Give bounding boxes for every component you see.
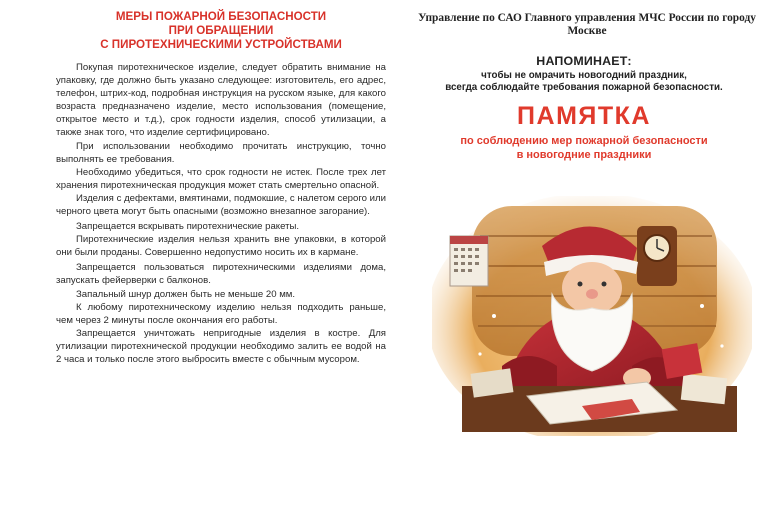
ded-moroz-illustration — [432, 196, 752, 436]
left-title — [56, 10, 386, 52]
calendar-icon — [450, 236, 488, 286]
reminds-heading: НАПОМИНАЕТ: — [536, 54, 632, 68]
safety-rules — [56, 62, 386, 367]
memo-subtitle-line: по соблюдению мер пожарной безопасности — [460, 135, 708, 147]
right-column — [400, 12, 768, 162]
left-column — [56, 10, 386, 367]
rule-paragraph: Покупая пиротехническое изделие, следует обратить внимание на упаковку, где должно быть указано следующее: изготовитель, его адрес, телефон, штрих-код, подробная инструкция на русском языке, для какого возраста предназначено изделие, место использования (помещение, открытое место и т.д.), срок годности изделия, способ утилизации, а также знак того, что изделие сертифицировано. — [56, 62, 386, 138]
rule-paragraph: При использовании необходимо прочитать инструкцию, точно выполнять ее требования. — [56, 141, 386, 166]
memo-subtitle — [400, 134, 768, 162]
memo-title: ПАМЯТКА — [517, 102, 651, 130]
left-title-line: МЕРЫ ПОЖАРНОЙ БЕЗОПАСНОСТИ — [115, 10, 327, 23]
rule-paragraph: Пиротехнические изделия нельзя хранить вне упаковки, в которой они были проданы. Совершенно недопустимо носить их в кармане. — [56, 233, 386, 258]
remind-line: чтобы не омрачить новогодний праздник, — [481, 70, 687, 81]
rule-paragraph: К любому пиротехническому изделию нельзя подходить раньше, чем через 2 минуты после окончания его работы. — [56, 302, 386, 327]
rule-paragraph: Запрещается вскрывать пиротехнические ракеты. — [76, 220, 300, 232]
rule-paragraph: Необходимо убедиться, что срок годности не истек. После трех лет хранения пиротехническая продукция может стать смертельно опасной. — [56, 167, 386, 192]
memo-subtitle-line: в новогодние праздники — [516, 149, 652, 161]
left-title-line: С ПИРОТЕХНИЧЕСКИМИ УСТРОЙСТВАМИ — [100, 38, 342, 51]
illustration-svg — [432, 196, 752, 436]
rule-paragraph: Запальный шнур должен быть не меньше 20 мм. — [76, 289, 296, 301]
organization-name: Управление по САО Главного управления МЧС России по городу Москве — [418, 12, 756, 37]
rule-paragraph: Изделия с дефектами, вмятинами, подмокшие, с налетом серого или черного цвета могут быть опасными (возможно внезапное загорание). — [56, 193, 386, 217]
remind-line: всегда соблюдайте требования пожарной безопасности. — [445, 82, 723, 93]
rule-paragraph: Запрещается пользоваться пиротехническими изделиями дома, запускать фейерверки с балконов. — [56, 261, 386, 286]
left-title-line: ПРИ ОБРАЩЕНИИ — [168, 24, 274, 37]
rule-paragraph: Запрещается уничтожать непригодные изделия в костре. Для утилизации пиротехнической продукции необходимо залить ее водой на 2 часа и только после этого выбросить вместе с обычным мусором. — [56, 328, 386, 365]
remind-text — [400, 70, 768, 94]
clock-icon — [637, 226, 677, 286]
